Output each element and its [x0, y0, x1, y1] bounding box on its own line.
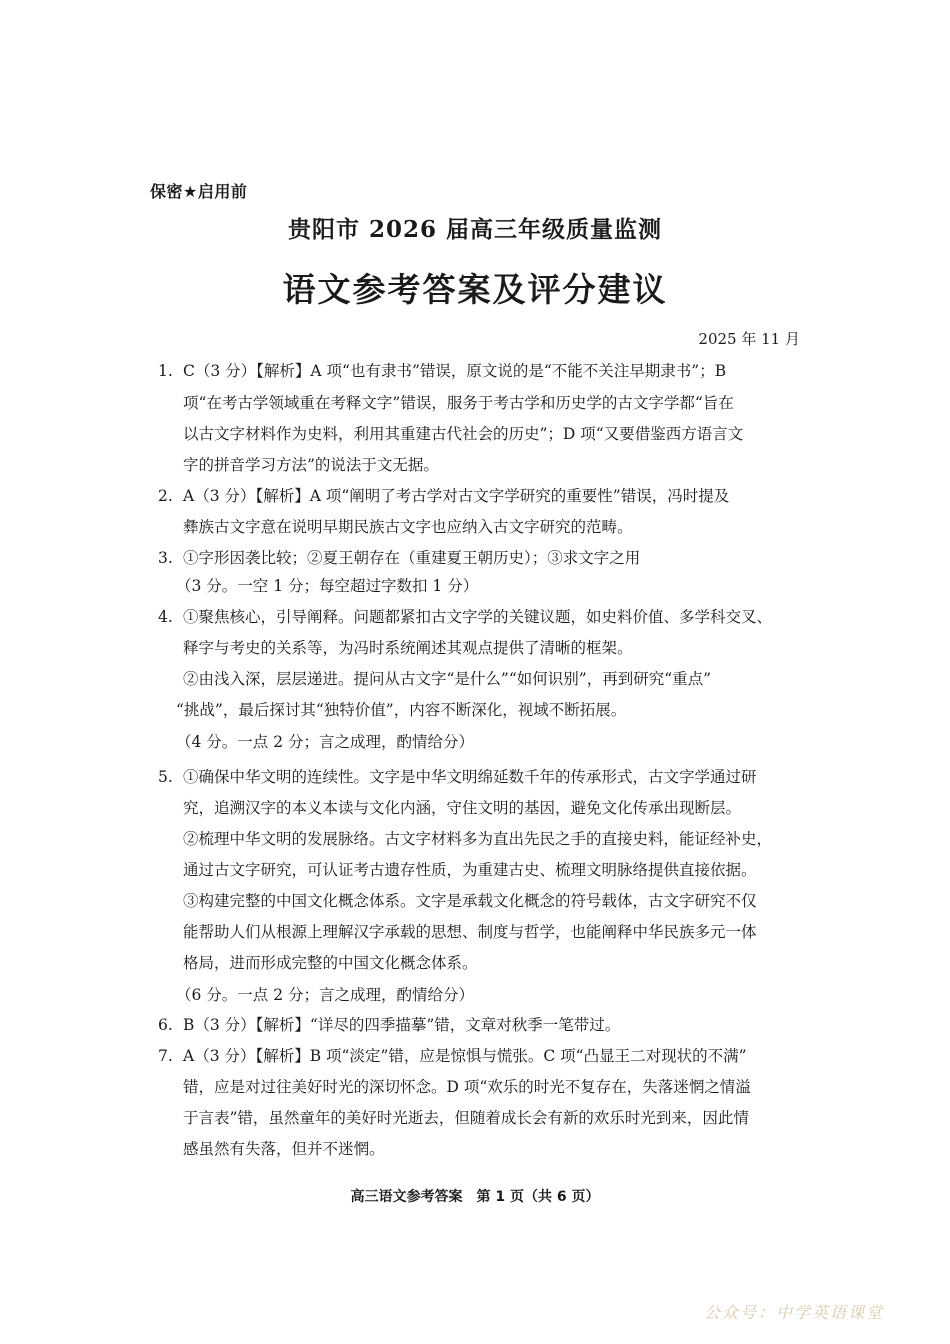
confidential-label: 保密★启用前	[150, 182, 248, 201]
exam-title: 贵阳市 2026 届高三年级质量监测	[287, 216, 663, 243]
answer-line: 通过古文字研究，可认证考古遗存性质，为重建古史、梳理文明脉络提供直接依据。	[183, 861, 757, 879]
answer-line: 能帮助人们从根源上理解汉字承载的思想、制度与哲学，也能阐释中华民族多元一体	[183, 923, 757, 941]
watermark: 公众号：中学英语课堂	[703, 1303, 884, 1322]
answer-line: ①字形因袭比较；②夏王朝存在（重建夏王朝历史）；③求文字之用	[183, 549, 641, 567]
answer-line: 错，应是对过往美好时光的深切怀念。D 项“欢乐的时光不复存在，失落迷惘之情溢	[183, 1078, 751, 1096]
answer-line: 感虽然有失落，但并不迷惘。	[183, 1140, 385, 1158]
item-number: 3.	[158, 549, 173, 567]
answer-line: C（3 分）【解析】A 项“也有隶书”错误，原文说的是“不能不关注早期隶书”；B	[183, 362, 727, 380]
item-number: 4.	[158, 608, 173, 626]
answer-line: “挑战”，最后探讨其“独特价值”，内容不断深化，视域不断拓展。	[176, 701, 627, 719]
answer-line: B（3 分）【解析】“详尽的四季描摹”错，文章对秋季一笔带过。	[183, 1016, 621, 1034]
answer-line: ①聚焦核心，引导阐释。问题都紧扣古文字学的关键议题，如史料价值、多学科交叉、	[183, 608, 773, 626]
item-number: 6.	[158, 1016, 173, 1034]
scoring-note: （3 分。一空 1 分；每空超过字数扣 1 分）	[176, 577, 479, 595]
page-footer: 高三语文参考答案 第 1 页（共 6 页）	[350, 1189, 600, 1205]
scoring-note: （6 分。一点 2 分；言之成理，酌情给分）	[176, 986, 475, 1004]
answer-line: ②由浅入深，层层递进。提问从古文字“是什么”“如何识别”，再到研究“重点”	[183, 670, 712, 688]
answer-line: 字的拼音学习方法”的说法于文无据。	[183, 456, 439, 474]
answer-line: ①确保中华文明的连续性。文字是中华文明绵延数千年的传承形式，古文字学通过研	[183, 768, 757, 786]
answer-line: 项“在考古学领域重在考释文字”错误，服务于考古学和历史学的古文字学都“旨在	[183, 394, 734, 412]
answer-line: 究，追溯汉字的本义本读与文化内涵，守住文明的基因，避免文化传承出现断层。	[183, 799, 742, 817]
document-subtitle: 语文参考答案及评分建议	[282, 270, 668, 309]
answer-line: ③构建完整的中国文化概念体系。文字是承载文化概念的符号载体，古文字研究不仅	[183, 892, 757, 910]
answer-line: A（3 分）【解析】B 项“淡定”错，应是惊惧与慌张。C 项“凸显王二对现状的不满”	[183, 1047, 747, 1065]
item-number: 7.	[158, 1047, 173, 1065]
answer-line: 释字与考史的关系等，为冯时系统阐述其观点提供了清晰的框架。	[183, 639, 633, 657]
document-date: 2025 年 11 月	[698, 330, 800, 348]
answer-line: 以古文字材料作为史料，利用其重建古代社会的历史”；D 项“又要借鉴西方语言文	[183, 425, 744, 443]
item-number: 2.	[158, 487, 173, 505]
answer-line: 格局，进而形成完整的中国文化概念体系。	[183, 954, 478, 972]
scoring-note: （4 分。一点 2 分；言之成理，酌情给分）	[176, 733, 475, 751]
answer-line: ②梳理中华文明的发展脉络。古文字材料多为直出先民之手的直接史料，能证经补史，	[183, 830, 773, 848]
item-number: 1.	[158, 362, 173, 380]
answer-line: A（3 分）【解析】A 项“阐明了考古学对古文字学研究的重要性”错误，冯时提及	[183, 487, 730, 505]
answer-line: 于言表”错，虽然童年的美好时光逝去，但随着成长会有新的欢乐时光到来，因此情	[183, 1109, 749, 1127]
answer-line: 彝族古文字意在说明早期民族古文字也应纳入古文字研究的范畴。	[183, 518, 633, 536]
item-number: 5.	[158, 768, 173, 786]
